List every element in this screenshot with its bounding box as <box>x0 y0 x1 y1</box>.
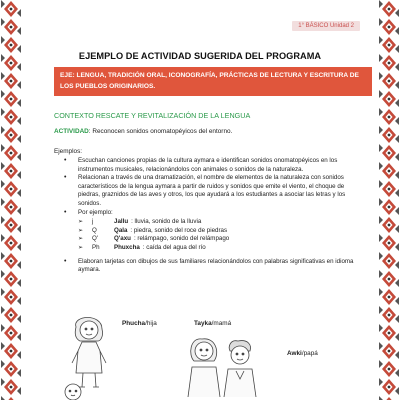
border-dot <box>388 80 391 83</box>
border-dot <box>388 116 391 119</box>
border-dot <box>10 224 13 227</box>
border-dot <box>10 386 13 389</box>
arrow-bullet-icon: ➢ <box>78 243 84 251</box>
border-dot <box>10 278 13 281</box>
aymara-word: Tayka <box>194 320 212 327</box>
border-dot <box>388 242 391 245</box>
border-dot <box>388 332 391 335</box>
examples-list <box>60 157 356 275</box>
activity-text: : Reconocen sonidos onomatopéyicos del entorno. <box>88 128 233 135</box>
word-meaning: : lluvia, sonido de la lluvia <box>131 218 202 226</box>
border-dot <box>10 44 13 47</box>
arrow-bullet-icon: ➢ <box>78 235 84 243</box>
border-dot <box>10 350 13 353</box>
border-dot <box>10 8 13 11</box>
example-item: • Escuchan canciones propias de la cultura aymara e identifican sonidos onomatopéyicos en los instrumentos musicales, relacionándolos con animales o sonidos de la naturaleza. <box>60 157 356 174</box>
border-dot <box>388 8 391 11</box>
parents-illustration <box>180 331 270 397</box>
border-dot <box>10 98 13 101</box>
example-item: • Relacionan a través de una dramatización, el nombre de elementos de la naturaleza con sonidos característicos de la lengua aymara a partir de ruidos y sonidos que emite el viento, el choque de piedras, graznidos de las aves y otros, los que ayudará a los estudiantes a asociar las letras y los sonidos. <box>60 174 356 208</box>
section-heading: CONTEXTO RESCATE Y REVITALIZACIÓN DE LA LENGUA <box>54 111 251 120</box>
border-dot <box>10 134 13 137</box>
activity-line <box>54 128 232 135</box>
word-meaning: : caída del agua del río <box>142 243 206 251</box>
border-dot <box>10 332 13 335</box>
border-dot <box>388 368 391 371</box>
border-dot <box>388 188 391 191</box>
border-dot <box>388 224 391 227</box>
word-meaning: /papá <box>301 350 318 357</box>
baby-illustration <box>62 380 84 400</box>
aymara-word: Phucha <box>122 320 146 327</box>
word-example <box>78 235 356 244</box>
word-example <box>78 218 356 227</box>
example-item <box>60 209 356 253</box>
aymara-word: Qala <box>114 226 128 234</box>
example-item: • Elaboran tarjetas con dibujos de sus familiares relacionándolos con palabras significativas en idioma aymara. <box>60 258 356 275</box>
aymara-word: Q'axu <box>114 235 131 243</box>
border-dot <box>388 206 391 209</box>
border-dot <box>10 368 13 371</box>
word-letter: j <box>92 218 94 226</box>
border-dot <box>388 62 391 65</box>
border-dot <box>10 116 13 119</box>
border-dot <box>10 260 13 263</box>
border-dot <box>388 296 391 299</box>
page-title: EJEMPLO DE ACTIVIDAD SUGERIDA DEL PROGRAMA <box>78 51 322 61</box>
border-dot <box>10 188 13 191</box>
border-dot <box>388 260 391 263</box>
border-dot <box>10 152 13 155</box>
border-dot <box>10 242 13 245</box>
word-meaning: /hija <box>145 320 157 327</box>
arrow-bullet-icon: ➢ <box>78 226 84 234</box>
border-dot <box>388 134 391 137</box>
border-dot <box>388 170 391 173</box>
word-meaning: /mamá <box>211 320 232 327</box>
border-dot <box>10 296 13 299</box>
border-dot <box>388 152 391 155</box>
border-dot <box>10 80 13 83</box>
family-card-label-papa <box>287 350 318 357</box>
border-dot <box>388 26 391 29</box>
examples-label: Ejemplos: <box>54 148 83 155</box>
grade-badge: 1° BÁSICO Unidad 2 <box>292 21 360 31</box>
word-letter: Q <box>92 226 97 234</box>
border-dot <box>388 44 391 47</box>
border-dot <box>388 98 391 101</box>
eje-banner: EJE: LENGUA, TRADICIÓN ORAL, ICONOGRAFÍA, PRÁCTICAS DE LECTURA Y ESCRITURA DE LOS PUEBLOS ORIGINARIOS. <box>54 67 372 96</box>
border-dot <box>388 278 391 281</box>
border-dot <box>10 206 13 209</box>
word-letter: Q' <box>92 235 98 243</box>
word-meaning: : relámpago, sonido del relámpago <box>133 235 230 243</box>
word-example <box>78 244 356 253</box>
border-dot <box>388 386 391 389</box>
word-letter: Ph <box>92 243 100 251</box>
activity-label: ACTIVIDAD <box>54 128 89 135</box>
arrow-bullet-icon: ➢ <box>78 218 84 226</box>
family-card-label-mama <box>194 320 231 327</box>
example-intro: Por ejemplo: <box>78 208 113 216</box>
aymara-word: Jallu <box>114 218 129 226</box>
border-dot <box>10 170 13 173</box>
border-dot <box>10 314 13 317</box>
family-card-label-hija <box>122 320 157 327</box>
aymara-word: Awki <box>287 350 302 357</box>
border-dot <box>10 26 13 29</box>
aymara-word: Phuxcha <box>114 243 140 251</box>
border-dot <box>388 314 391 317</box>
word-examples-list <box>78 218 356 252</box>
border-dot <box>388 350 391 353</box>
border-dot <box>10 62 13 65</box>
word-example <box>78 227 356 236</box>
word-meaning: : piedra, sonido del roce de piedras <box>130 226 228 234</box>
